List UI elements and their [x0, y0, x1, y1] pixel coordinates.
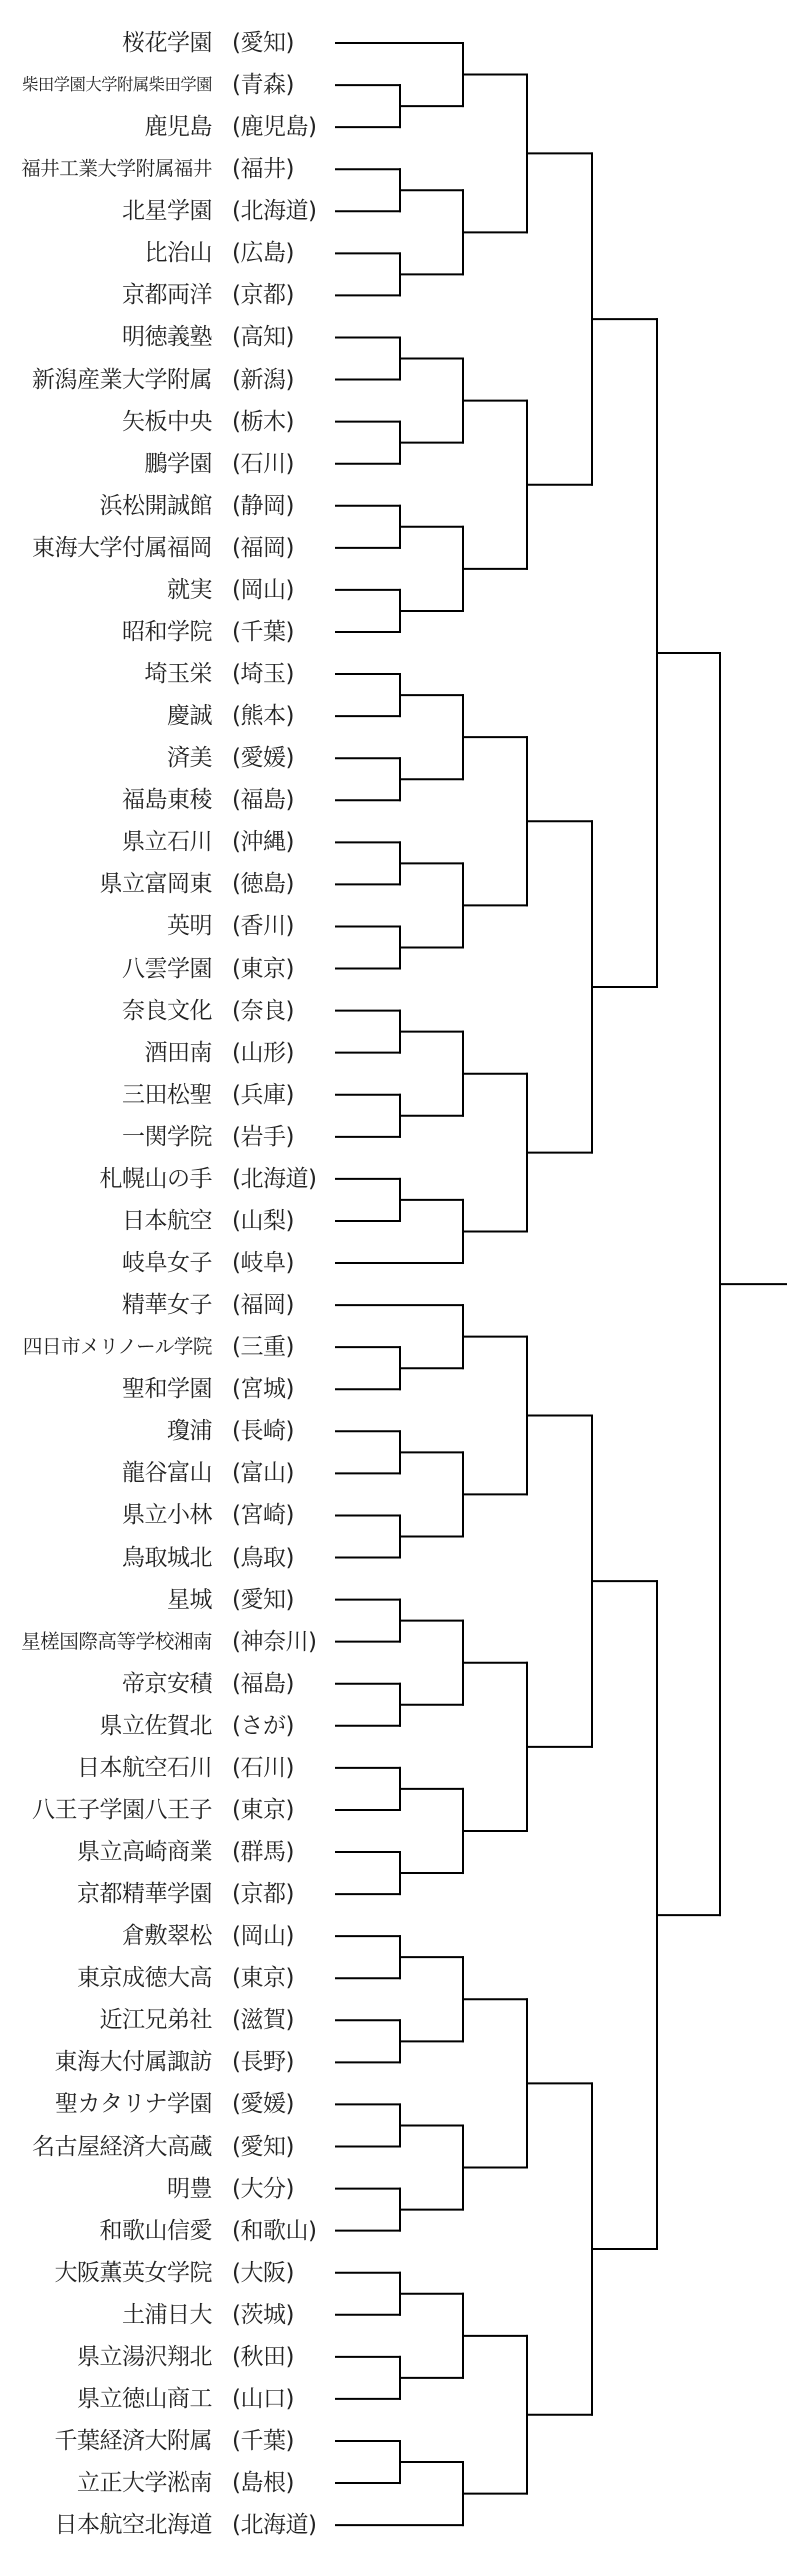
team-name: 新潟産業大学附属 — [32, 366, 212, 393]
team-name: 京都両洋 — [122, 282, 212, 309]
team-prefecture: (徳島) — [232, 871, 294, 898]
team-prefecture: (東京) — [232, 1965, 294, 1992]
team-name: 県立石川 — [122, 829, 212, 856]
team-prefecture: (大分) — [232, 2175, 294, 2202]
team-name: 慶誠 — [167, 703, 212, 730]
team-name: 北星学園 — [122, 198, 212, 225]
team-name: 倉敷翠松 — [122, 1923, 212, 1950]
team-prefecture: (栃木) — [232, 408, 294, 435]
team-prefecture: (広島) — [232, 240, 294, 267]
team-prefecture: (神奈川) — [232, 1628, 317, 1655]
team-name: 立正大学淞南 — [77, 2470, 212, 2497]
team-name: 聖カタリナ学園 — [54, 2091, 212, 2118]
team-prefecture: (北海道) — [232, 198, 317, 225]
team-name: 県立湯沢翔北 — [77, 2343, 212, 2370]
team-prefecture: (北海道) — [232, 2512, 317, 2539]
team-prefecture: (和歌山) — [232, 2217, 317, 2244]
team-name: 大阪薫英女学院 — [54, 2259, 212, 2286]
team-name: 奈良文化 — [122, 997, 212, 1024]
team-name: 桜花学園 — [122, 30, 212, 56]
team-prefecture: (北海道) — [232, 1165, 317, 1192]
team-name: 日本航空北海道 — [54, 2512, 212, 2539]
team-name: 岐阜女子 — [122, 1250, 212, 1277]
team-prefecture: (熊本) — [232, 703, 294, 730]
team-prefecture: (三重) — [232, 1334, 294, 1361]
team-prefecture: (長野) — [232, 2049, 294, 2076]
team-prefecture: (鹿児島) — [232, 114, 317, 141]
team-name: 県立徳山商工 — [77, 2385, 212, 2412]
team-name: 浜松開誠館 — [99, 492, 212, 519]
team-prefecture: (青森) — [232, 72, 294, 99]
team-name: 比治山 — [144, 240, 212, 267]
team-name: 鵬学園 — [144, 450, 212, 477]
team-prefecture: (鳥取) — [232, 1544, 294, 1571]
team-name: 八雲学園 — [122, 955, 212, 982]
team-name: 八王子学園八王子 — [32, 1796, 212, 1823]
team-name: 日本航空 — [122, 1207, 212, 1234]
team-name: 済美 — [167, 745, 212, 772]
team-prefecture: (岩手) — [232, 1123, 294, 1150]
team-prefecture: (愛知) — [232, 2133, 294, 2160]
team-prefecture: (石川) — [232, 1754, 294, 1781]
team-name: 東海大付属諏訪 — [54, 2049, 212, 2076]
team-prefecture: (山口) — [232, 2385, 294, 2412]
team-name: 酒田南 — [144, 1039, 212, 1066]
team-prefecture: (静岡) — [232, 492, 294, 519]
team-prefecture: (島根) — [232, 2470, 294, 2497]
team-prefecture: (さが) — [232, 1712, 294, 1739]
team-prefecture: (愛媛) — [232, 745, 294, 772]
team-prefecture: (東京) — [232, 1796, 294, 1823]
team-prefecture: (福岡) — [232, 1292, 294, 1319]
team-name: 千葉経済大附属 — [54, 2427, 212, 2454]
team-prefecture: (福島) — [232, 787, 294, 814]
team-prefecture: (長崎) — [232, 1418, 294, 1445]
team-name: 英明 — [167, 913, 212, 940]
team-name: 龍谷富山 — [122, 1460, 212, 1487]
team-prefecture: (大阪) — [232, 2259, 294, 2286]
team-name: 一関学院 — [122, 1123, 212, 1150]
team-name: 星城 — [167, 1586, 212, 1613]
team-name: 県立小林 — [122, 1502, 212, 1529]
team-prefecture: (千葉) — [232, 2427, 294, 2454]
team-prefecture: (埼玉) — [232, 661, 294, 688]
team-name: 矢板中央 — [122, 408, 212, 435]
team-prefecture: (福島) — [232, 1670, 294, 1697]
team-name: 福井工業大学附属福井 — [21, 157, 212, 181]
team-name: 県立佐賀北 — [99, 1712, 212, 1739]
team-name: 近江兄弟社 — [99, 2007, 212, 2034]
team-prefecture: (香川) — [232, 913, 294, 940]
team-name: 土浦日大 — [122, 2301, 212, 2328]
team-prefecture: (福岡) — [232, 534, 294, 561]
team-prefecture: (岐阜) — [232, 1250, 294, 1277]
team-prefecture: (高知) — [232, 324, 294, 351]
team-prefecture: (京都) — [232, 1881, 294, 1908]
team-name: 東海大学付属福岡 — [32, 534, 212, 561]
team-prefecture: (東京) — [232, 955, 294, 982]
team-name: 四日市メリノール学院 — [22, 1335, 212, 1359]
team-name: 帝京安積 — [122, 1670, 212, 1697]
team-prefecture: (宮崎) — [232, 1502, 294, 1529]
team-prefecture: (群馬) — [232, 1839, 294, 1865]
team-prefecture: (千葉) — [232, 618, 294, 645]
team-name: 和歌山信愛 — [99, 2217, 212, 2244]
team-prefecture: (沖縄) — [232, 829, 294, 856]
team-name: 鳥取城北 — [122, 1544, 212, 1571]
team-name: 精華女子 — [122, 1292, 212, 1319]
team-prefecture: (秋田) — [232, 2343, 294, 2370]
team-prefecture: (岡山) — [232, 1923, 294, 1950]
team-name: 福島東稜 — [122, 787, 212, 814]
team-name: 京都精華学園 — [77, 1881, 212, 1908]
team-prefecture: (新潟) — [232, 366, 294, 393]
team-prefecture: (滋賀) — [232, 2007, 294, 2034]
team-name: 札幌山の手 — [99, 1165, 212, 1192]
team-prefecture: (山形) — [232, 1039, 294, 1066]
team-prefecture: (奈良) — [232, 997, 294, 1024]
team-name: 鹿児島 — [144, 114, 212, 141]
team-name: 日本航空石川 — [77, 1754, 212, 1781]
team-prefecture: (富山) — [232, 1460, 294, 1487]
team-name: 星槎国際高等学校湘南 — [21, 1629, 212, 1653]
team-name: 明豊 — [167, 2175, 212, 2202]
team-prefecture: (宮城) — [232, 1376, 294, 1403]
team-prefecture: (石川) — [232, 450, 294, 477]
team-name: 聖和学園 — [122, 1376, 212, 1403]
team-prefecture: (茨城) — [232, 2301, 294, 2328]
team-name: 就実 — [167, 576, 212, 603]
team-prefecture: (愛知) — [232, 30, 294, 56]
team-name: 三田松聖 — [122, 1081, 212, 1108]
team-name: 柴田学園大学附属柴田学園 — [22, 75, 212, 95]
team-name: 埼玉栄 — [144, 661, 212, 688]
team-name: 昭和学院 — [122, 618, 212, 645]
team-prefecture: (岡山) — [232, 576, 294, 603]
team-prefecture: (愛知) — [232, 1586, 294, 1613]
team-name: 県立富岡東 — [99, 871, 212, 898]
team-prefecture: (兵庫) — [232, 1081, 294, 1108]
team-name: 東京成徳大高 — [77, 1965, 212, 1992]
team-prefecture: (京都) — [232, 282, 294, 309]
team-name: 明徳義塾 — [122, 324, 212, 351]
team-prefecture: (愛媛) — [232, 2091, 294, 2118]
team-name: 県立高崎商業 — [77, 1839, 212, 1865]
team-name: 名古屋経済大高蔵 — [32, 2133, 212, 2160]
team-prefecture: (福井) — [232, 156, 294, 183]
team-prefecture: (山梨) — [232, 1207, 294, 1234]
team-name: 瓊浦 — [167, 1418, 212, 1445]
